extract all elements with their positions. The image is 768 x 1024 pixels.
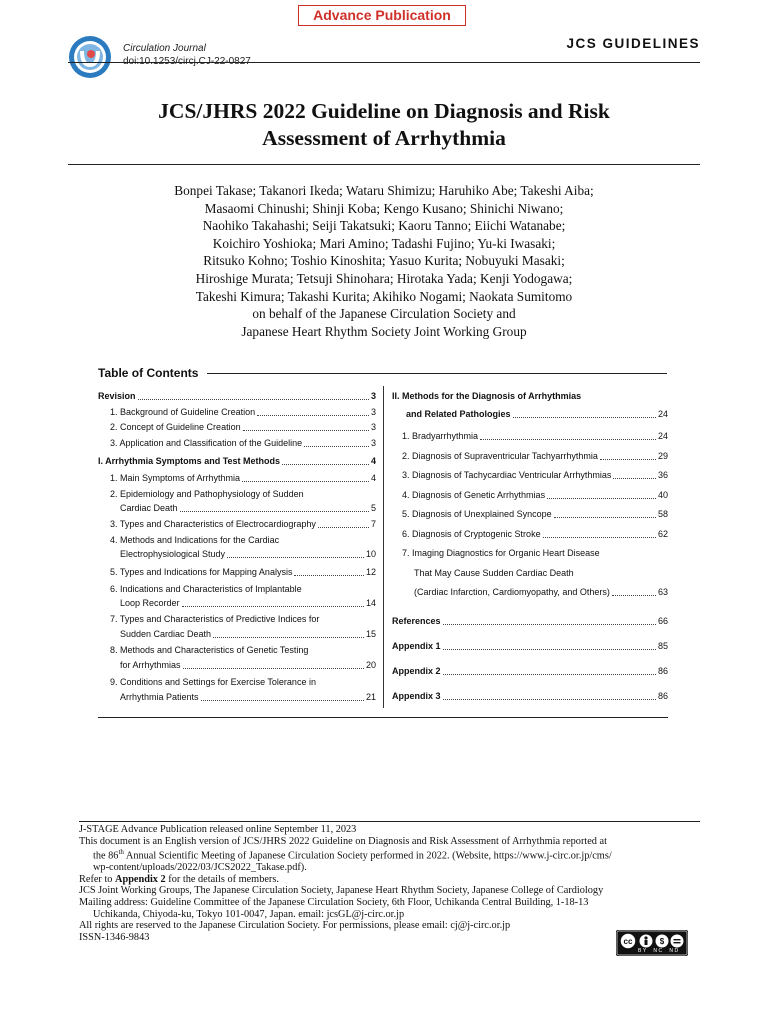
toc-entry-label: 5. Diagnosis of Unexplained Syncope: [402, 509, 552, 519]
toc-leader: [183, 668, 364, 669]
toc-entry-label: Appendix 2: [392, 666, 441, 676]
toc-entry-appendix-3[interactable]: [392, 691, 668, 702]
toc-entry-label: and Related Pathologies: [406, 409, 511, 419]
toc-entry-label: Arrhythmia Patients: [120, 692, 199, 702]
toc-leader: [201, 700, 364, 701]
section-label: JCS GUIDELINES: [566, 36, 700, 51]
toc-leader: [180, 511, 369, 512]
toc-leader: [242, 481, 369, 482]
footer-mailing-address: Mailing address: Guideline Committee of the Japanese Circulation Society, 6th Floor, Uchikanda Central Building, 1-18-13: [79, 896, 589, 908]
toc-entry-label: Revision: [98, 391, 136, 401]
title-line-2: Assessment of Arrhythmia: [262, 126, 506, 150]
footer-text: the 86: [93, 850, 119, 862]
toc-leader: [443, 624, 656, 625]
toc-entry-loop-recorder[interactable]: [98, 584, 376, 595]
toc-entry-page: 58: [657, 509, 668, 519]
toc-entry-page: 86: [657, 691, 668, 701]
toc-leader: [227, 557, 364, 558]
toc-leader: [318, 527, 369, 528]
toc-entry-svt[interactable]: [392, 451, 668, 462]
toc-entry-genetic-testing[interactable]: [98, 645, 376, 656]
toc-heading: Table of Contents: [98, 366, 199, 380]
toc-leader: [138, 399, 369, 400]
toc-entry-label: 3. Types and Characteristics of Electrocardiography: [110, 519, 316, 529]
footer-superscript: th: [118, 848, 124, 857]
toc-entry-page: 24: [657, 409, 668, 419]
author-line: Koichiro Yoshioka; Mari Amino; Tadashi Fujino; Yu-ki Iwasaki;: [212, 235, 556, 251]
circulation-journal-logo-icon: [68, 35, 112, 79]
footer-text: for the details of members.: [165, 873, 279, 885]
toc-entry-page: 62: [657, 529, 668, 539]
toc-entry-label: 7. Imaging Diagnostics for Organic Heart Disease: [402, 548, 600, 558]
footer-rights: All rights are reserved to the Japanese Circulation Society. For permissions, please email: cj@j-circ.or.jp: [79, 920, 511, 932]
author-line: Naohiko Takahashi; Seiji Takatsuki; Kaoru Tanno; Eiichi Watanabe;: [202, 218, 566, 234]
toc-entry-bradyarrhythmia[interactable]: [392, 431, 668, 442]
toc-entry-label: 8. Methods and Characteristics of Genetic Testing: [110, 645, 309, 655]
toc-entry-exercise-cont[interactable]: [98, 692, 376, 703]
toc-entry-page: 14: [365, 598, 376, 608]
header-rule: [68, 62, 700, 63]
footer-appendix-ref: Appendix 2: [115, 873, 166, 885]
author-line: Masaomi Chinushi; Shinji Koba; Kengo Kusano; Shinichi Niwano;: [204, 200, 564, 216]
toc-entry-page: 29: [657, 451, 668, 461]
toc-entry-page: 12: [365, 567, 376, 577]
toc-entry-page: 4: [370, 473, 376, 483]
toc-entry-section-1[interactable]: [98, 456, 376, 467]
footer-mailing-address-cont: Uchikanda, Chiyoda-ku, Tokyo 101-0047, Japan. email: jcsGL@j-circ.or.jp: [93, 908, 405, 920]
toc-entry-section-2[interactable]: [392, 391, 668, 402]
toc-leader: [282, 464, 369, 465]
toc-entry-label: 3. Application and Classification of the Guideline: [110, 438, 303, 448]
toc-entry-page: 40: [657, 490, 668, 500]
author-line: Ritsuko Kohno; Toshio Kinoshita; Yasuo Kurita; Nobuyuki Masaki;: [203, 253, 565, 269]
toc-entry-loop-recorder-cont[interactable]: [98, 598, 376, 609]
footer-release-date: J-STAGE Advance Publication released online September 11, 2023: [79, 824, 357, 835]
toc-entry-main-symptoms[interactable]: [98, 473, 376, 484]
toc-entry-label: Electrophysiological Study: [120, 549, 226, 559]
toc-entry-label: 2. Concept of Guideline Creation: [110, 422, 241, 432]
toc-entry-label: II. Methods for the Diagnosis of Arrhythmias: [392, 391, 582, 401]
toc-entry-page: 3: [370, 422, 376, 432]
toc-entry-label: 2. Epidemiology and Pathophysiology of Sudden: [110, 489, 304, 499]
toc-entry-page: 3: [370, 391, 376, 401]
toc-entry-page: 24: [657, 431, 668, 441]
toc-entry-ventricular[interactable]: [392, 470, 668, 481]
footer-notes: [79, 824, 699, 943]
toc-entry-page: 4: [370, 456, 376, 466]
toc-entry-label: Loop Recorder: [120, 598, 180, 608]
footer-refer: [79, 874, 699, 886]
toc-entry-background[interactable]: [98, 407, 376, 418]
toc-leader: [612, 595, 656, 596]
toc-entry-label: 6. Diagnosis of Cryptogenic Stroke: [402, 529, 541, 539]
toc-entry-ecg[interactable]: [98, 519, 376, 530]
footer-text: Annual Scientific Meeting of Japanese Circulation Society performed in 2022. (Website, https://www.j-circ.or.jp/cms/: [123, 850, 612, 862]
toc-entry-page: 36: [657, 470, 668, 480]
toc-entry-syncope[interactable]: [392, 509, 668, 520]
toc-entry-page: 85: [657, 641, 668, 651]
title-rule: [68, 164, 700, 165]
footer-website-link[interactable]: wp-content/uploads/2022/03/JCS2022_Takase.pdf).: [93, 862, 307, 874]
toc-entry-appendix-1[interactable]: [392, 641, 668, 652]
toc-entry-label: 1. Main Symptoms of Arrhythmia: [110, 473, 241, 483]
toc-entry-imaging-cont[interactable]: [392, 568, 668, 579]
cc-badge-label: BY NC ND: [638, 948, 680, 954]
toc-entry-predictive-cont[interactable]: [98, 629, 376, 640]
journal-name: Circulation Journal: [123, 43, 206, 54]
advance-publication-badge: Advance Publication: [298, 5, 466, 26]
toc-entry-epidemiology-cont[interactable]: [98, 503, 376, 514]
toc-entry-label: 6. Indications and Characteristics of Implantable: [110, 584, 302, 594]
toc-entry-mapping[interactable]: [98, 567, 376, 578]
toc-entry-label: 2. Diagnosis of Supraventricular Tachyarrhythmia: [402, 451, 598, 461]
toc-entry-genetic-testing-cont[interactable]: [98, 660, 376, 671]
toc-entry-label: 4. Diagnosis of Genetic Arrhythmias: [402, 490, 546, 500]
toc-entry-label: 1. Bradyarrhythmia: [402, 431, 479, 441]
toc-leader: [304, 446, 369, 447]
toc-column-divider: [383, 386, 384, 708]
toc-entry-appendix-2[interactable]: [392, 666, 668, 677]
toc-entry-label: Appendix 1: [392, 641, 441, 651]
journal-meta: [123, 42, 251, 68]
toc-entry-label: That May Cause Sudden Cardiac Death: [414, 568, 574, 578]
author-list: [100, 182, 668, 340]
toc-entry-page: 66: [657, 616, 668, 626]
toc-leader: [554, 517, 656, 518]
toc-entry-label: for Arrhythmias: [120, 660, 181, 670]
footer-description: This document is an English version of JCS/JHRS 2022 Guideline on Diagnosis and Risk Assessment of Arrhythmia reported at: [79, 835, 607, 847]
toc-entry-label: References: [392, 616, 441, 626]
toc-leader: [443, 649, 656, 650]
toc-entry-revision[interactable]: [98, 391, 376, 402]
footer-description-cont: [79, 847, 699, 862]
toc-entry-label: 7. Types and Characteristics of Predictive Indices for: [110, 614, 320, 624]
toc-entry-label: 5. Types and Indications for Mapping Analysis: [110, 567, 293, 577]
toc-entry-page: 20: [365, 660, 376, 670]
toc-entry-label: 1. Background of Guideline Creation: [110, 407, 256, 417]
toc-entry-page: 10: [365, 549, 376, 559]
creative-commons-by-nc-nd-icon[interactable]: [616, 930, 688, 956]
toc-entry-ep-study[interactable]: [98, 535, 376, 546]
toc-entry-label: 3. Diagnosis of Tachycardiac Ventricular Arrhythmias: [402, 470, 612, 480]
author-line: Japanese Heart Rhythm Society Joint Working Group: [241, 323, 527, 339]
toc-entry-page: 5: [370, 503, 376, 513]
toc-entry-cryptogenic-stroke[interactable]: [392, 529, 668, 540]
toc-entry-page: 15: [365, 629, 376, 639]
toc-bottom-rule: [98, 717, 668, 718]
toc-entry-application[interactable]: [98, 438, 376, 449]
toc-leader: [513, 417, 656, 418]
author-line: Hiroshige Murata; Tetsuji Shinohara; Hirotaka Yada; Kenji Yodogawa;: [195, 270, 573, 286]
svg-text:$: $: [659, 937, 665, 946]
toc-entry-ep-study-cont[interactable]: [98, 549, 376, 560]
toc-entry-genetic-arrhythmias[interactable]: [392, 490, 668, 501]
toc-entry-label: Sudden Cardiac Death: [120, 629, 212, 639]
toc-entry-label: Cardiac Death: [120, 503, 178, 513]
toc-leader: [213, 637, 364, 638]
author-line: Bonpei Takase; Takanori Ikeda; Wataru Shimizu; Haruhiko Abe; Takeshi Aiba;: [174, 183, 594, 198]
footer-working-groups: JCS Joint Working Groups, The Japanese Circulation Society, Japanese Heart Rhythm Society, Japanese College of Cardiology: [79, 885, 604, 897]
toc-entry-epidemiology[interactable]: [98, 489, 376, 500]
toc-leader: [443, 674, 656, 675]
toc-leader: [257, 415, 369, 416]
toc-heading-rule: [207, 373, 667, 374]
toc-leader: [480, 439, 656, 440]
toc-entry-concept[interactable]: [98, 422, 376, 433]
toc-leader: [243, 430, 369, 431]
footer-issn: ISSN-1346-9843: [79, 931, 150, 943]
toc-entry-page: 3: [370, 438, 376, 448]
title-line-1: JCS/JHRS 2022 Guideline on Diagnosis and Risk: [158, 99, 610, 123]
toc-leader: [600, 459, 656, 460]
toc-entry-page: 3: [370, 407, 376, 417]
toc-entry-section-2-cont[interactable]: [392, 409, 668, 420]
author-line: Takeshi Kimura; Takashi Kurita; Akihiko Nogami; Naokata Sumitomo: [195, 288, 573, 304]
toc-entry-references[interactable]: [392, 616, 668, 627]
toc-entry-page: 21: [365, 692, 376, 702]
toc-entry-label: (Cardiac Infarction, Cardiomyopathy, and Others): [414, 587, 610, 597]
author-line: on behalf of the Japanese Circulation Society and: [252, 306, 516, 322]
toc-leader: [294, 575, 364, 576]
toc-entry-label: 4. Methods and Indications for the Cardiac: [110, 535, 280, 545]
footer-text: Refer to: [79, 873, 116, 885]
toc-entry-page: 86: [657, 666, 668, 676]
toc-leader: [547, 498, 656, 499]
toc-leader: [613, 478, 656, 479]
toc-entry-imaging[interactable]: [392, 548, 668, 559]
toc-entry-exercise[interactable]: [98, 677, 376, 688]
toc-entry-imaging-cont-2[interactable]: [392, 587, 668, 598]
toc-leader: [182, 606, 364, 607]
page-title: [68, 98, 700, 152]
toc-entry-label: 9. Conditions and Settings for Exercise Tolerance in: [110, 677, 316, 687]
toc-leader: [443, 699, 656, 700]
toc-entry-page: 7: [370, 519, 376, 529]
footer-rule: [79, 821, 700, 822]
toc-leader: [543, 537, 656, 538]
toc-entry-label: I. Arrhythmia Symptoms and Test Methods: [98, 456, 281, 466]
toc-entry-label: Appendix 3: [392, 691, 441, 701]
toc-entry-predictive[interactable]: [98, 614, 376, 625]
svg-text:cc: cc: [623, 937, 633, 946]
toc-entry-page: 63: [657, 587, 668, 597]
